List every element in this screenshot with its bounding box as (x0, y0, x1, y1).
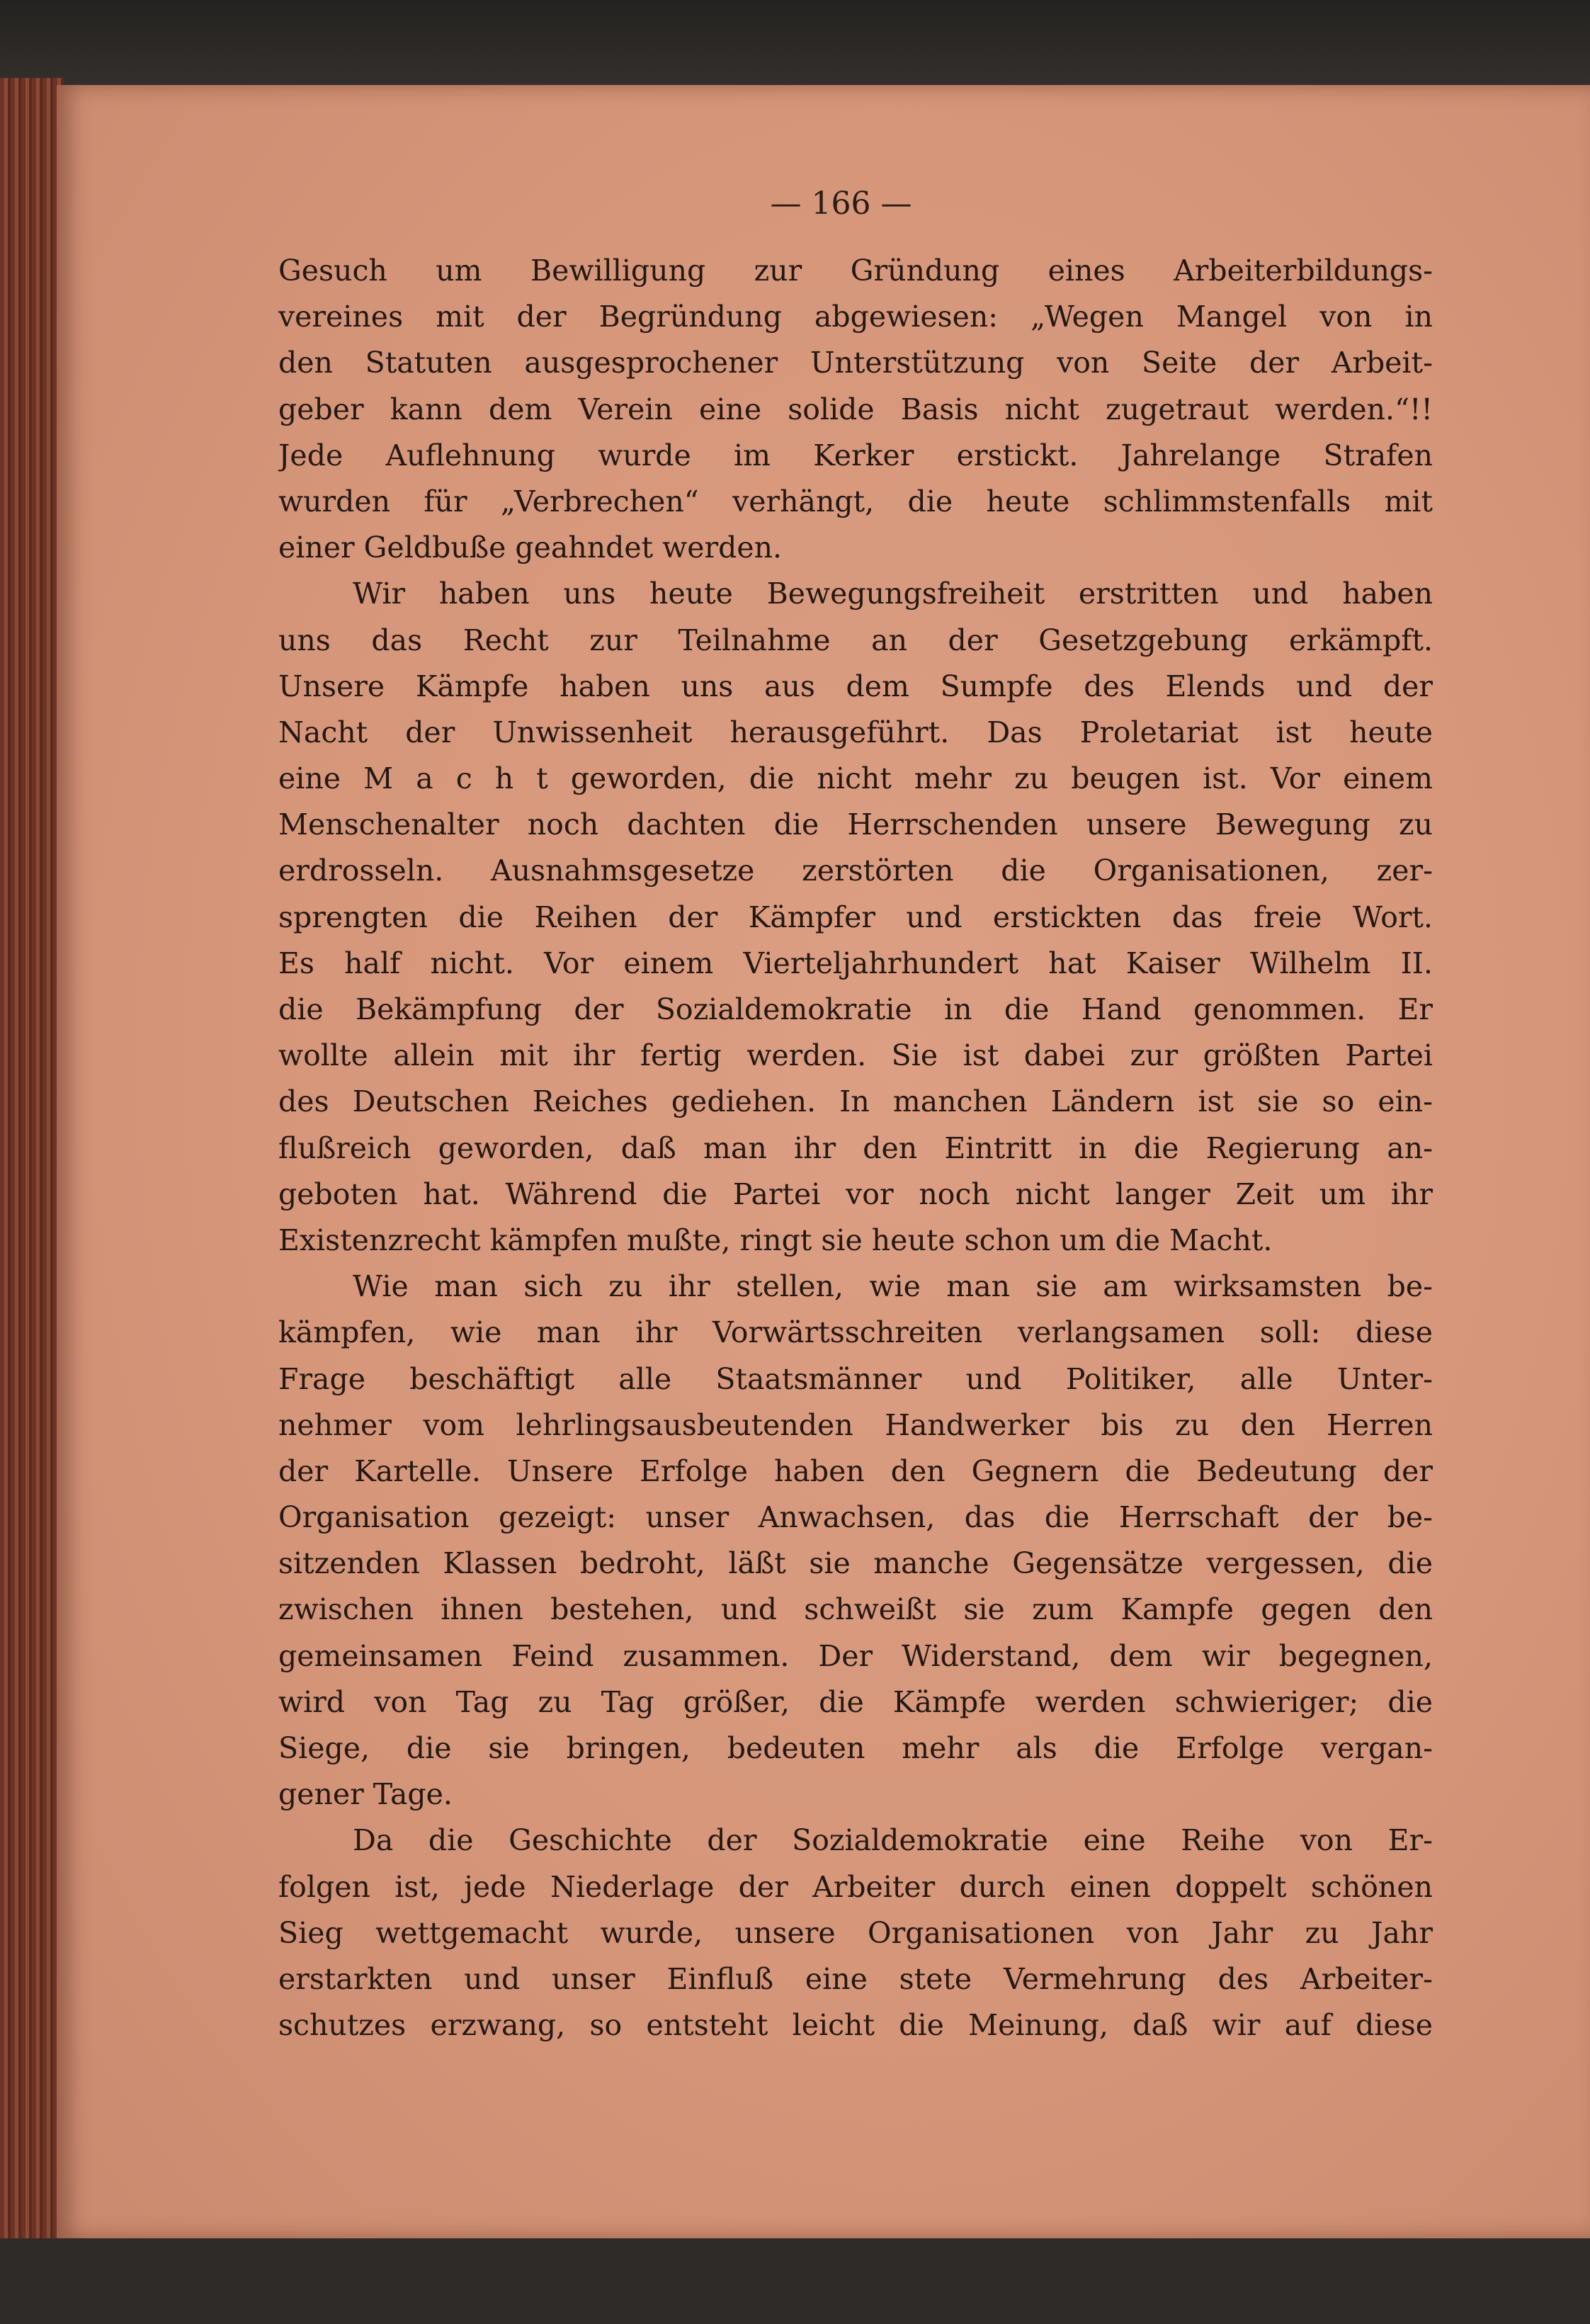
text-line: zwischen ihnen bestehen, und schweißt sie zum Kampfe gegen den (278, 1592, 1433, 1627)
text-line: geber kann dem Verein eine solide Basis nicht zugetraut werden.“!! (278, 392, 1433, 426)
text-line: Menschenalter noch dachten die Herrschenden unsere Bewegung zu (278, 807, 1433, 842)
page-number: — 166 — (770, 186, 912, 222)
text-line: flußreich geworden, daß man ihr den Eintritt in die Regierung an- (278, 1130, 1433, 1165)
scan-background-top (0, 0, 1590, 92)
text-line: der Kartelle. Unsere Erfolge haben den Gegnern die Bedeutung der (278, 1453, 1433, 1488)
text-line: wurden für „Verbrechen“ verhängt, die heute schlimmstenfalls mit (278, 484, 1433, 518)
text-line: eine M a c h t geworden, die nicht mehr zu beugen ist. Vor einem (278, 761, 1433, 796)
text-line: des Deutschen Reiches gediehen. In manchen Ländern ist sie so ein- (278, 1084, 1433, 1119)
text-line: Unsere Kämpfe haben uns aus dem Sumpfe des Elends und der (278, 669, 1433, 703)
text-line: schutzes erzwang, so entsteht leicht die Meinung, daß wir auf diese (278, 2008, 1433, 2043)
text-line: Existenzrecht kämpfen mußte, ringt sie heute schon um die Macht. (278, 1223, 1273, 1257)
text-line: sprengten die Reihen der Kämpfer und erstickten das freie Wort. (278, 900, 1433, 934)
text-line: kämpfen, wie man ihr Vorwärtsschreiten verlangsamen soll: diese (278, 1315, 1433, 1350)
text-line: sitzenden Klassen bedroht, läßt sie manche Gegensätze vergessen, die (278, 1546, 1433, 1581)
body-text (278, 248, 1433, 2048)
text-line: folgen ist, jede Niederlage der Arbeiter durch einen doppelt schönen (278, 1869, 1433, 1904)
text-line: Wie man sich zu ihr stellen, wie man sie am wirksamsten be- (353, 1269, 1433, 1304)
text-line: den Statuten ausgesprochener Unterstützung von Seite der Arbeit- (278, 346, 1433, 380)
text-line: Jede Auflehnung wurde im Kerker erstickt. Jahrelange Strafen (278, 438, 1433, 472)
text-line: geboten hat. Während die Partei vor noch nicht langer Zeit um ihr (278, 1177, 1433, 1211)
text-line: Sieg wettgemacht wurde, unsere Organisationen von Jahr zu Jahr (278, 1915, 1433, 1950)
text-line: wollte allein mit ihr fertig werden. Sie ist dabei zur größten Partei (278, 1038, 1433, 1073)
text-line: Wir haben uns heute Bewegungsfreiheit erstritten und haben (353, 577, 1433, 611)
text-line: gemeinsamen Feind zusammen. Der Widerstand, dem wir begegnen, (278, 1638, 1433, 1673)
book-page-edges (0, 78, 64, 2324)
text-line: Gesuch um Bewilligung zur Gründung eines Arbeiterbildungs- (278, 254, 1433, 288)
text-line: Da die Geschichte der Sozialdemokratie eine Reihe von Er- (353, 1823, 1433, 1858)
text-line: Nacht der Unwissenheit herausgeführt. Das Proletariat ist heute (278, 715, 1433, 749)
text-line: Frage beschäftigt alle Staatsmänner und Politiker, alle Unter- (278, 1361, 1433, 1396)
text-line: vereines mit der Begründung abgewiesen: „Wegen Mangel von in (278, 300, 1433, 334)
text-line: die Bekämpfung der Sozialdemokratie in die Hand genommen. Er (278, 992, 1433, 1026)
text-line: wird von Tag zu Tag größer, die Kämpfe werden schwieriger; die (278, 1684, 1433, 1719)
text-line: gener Tage. (278, 1777, 453, 1812)
text-line: Siege, die sie bringen, bedeuten mehr als die Erfolge vergan- (278, 1731, 1433, 1765)
scan-background-bottom (0, 2238, 1590, 2324)
text-line: einer Geldbuße geahndet werden. (278, 531, 783, 565)
text-line: erdrosseln. Ausnahmsgesetze zerstörten die Organisationen, zer- (278, 854, 1433, 888)
text-line: erstarkten und unser Einfluß eine stete Vermehrung des Arbeiter- (278, 1961, 1433, 1996)
text-line: Organisation gezeigt: unser Anwachsen, das die Herrschaft der be- (278, 1500, 1433, 1535)
text-line: Es half nicht. Vor einem Vierteljahrhundert hat Kaiser Wilhelm II. (278, 946, 1433, 980)
text-line: nehmer vom lehrlingsausbeutenden Handwerker bis zu den Herren (278, 1407, 1433, 1442)
text-line: uns das Recht zur Teilnahme an der Gesetzgebung erkämpft. (278, 623, 1433, 657)
